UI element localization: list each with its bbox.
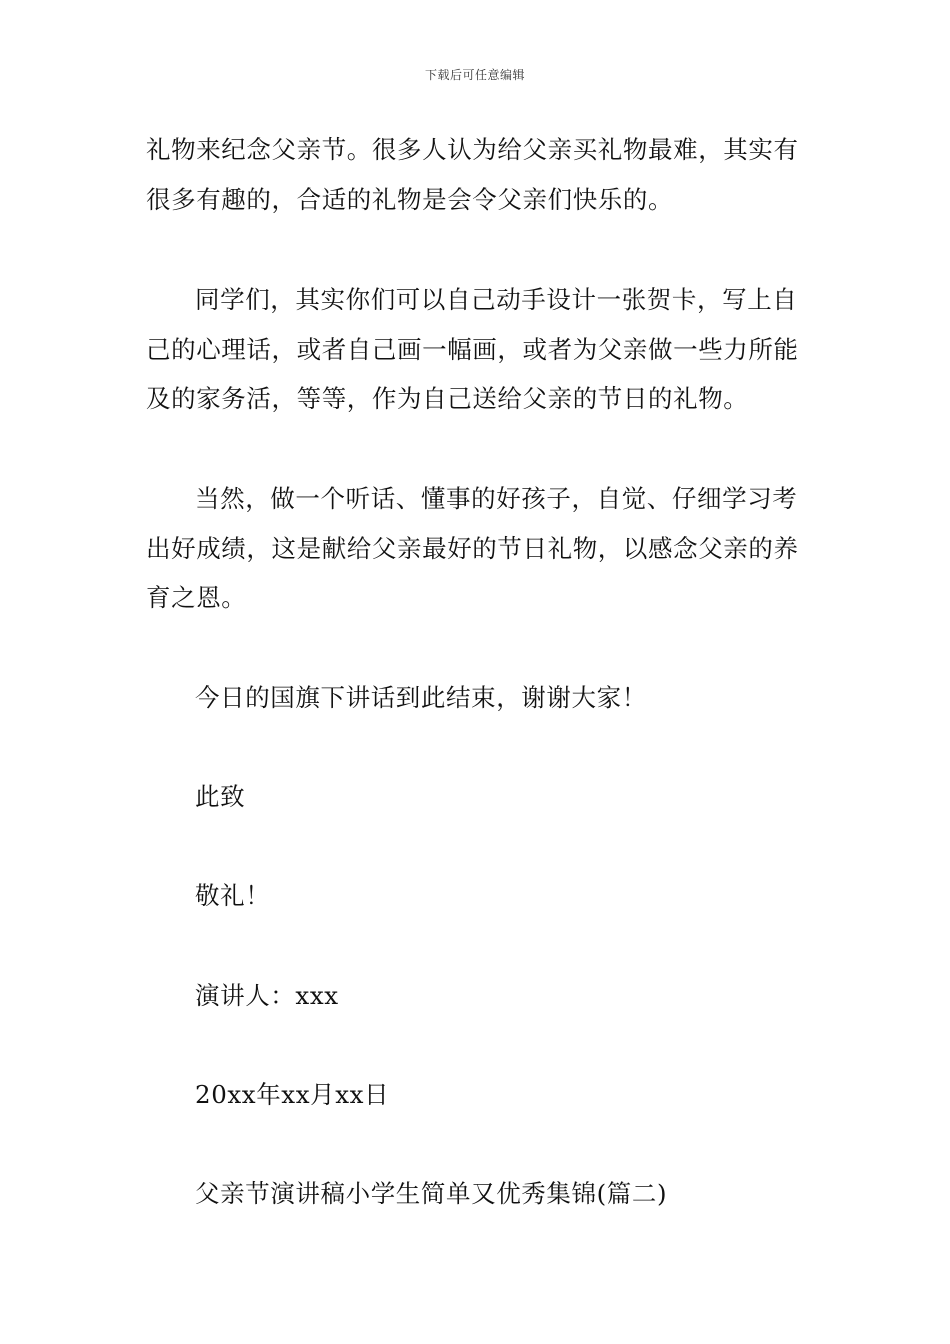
paragraph-continuation: 礼物来纪念父亲节。很多人认为给父亲买礼物最难，其实有很多有趣的，合适的礼物是会令父亲们快乐的。 bbox=[146, 135, 799, 214]
salutation-jingli: 敬礼！ bbox=[195, 881, 271, 910]
salutation-cizhi: 此致 bbox=[195, 782, 246, 811]
header-note: 下载后可任意编辑 bbox=[424, 68, 525, 82]
section-title: 父亲节演讲稿小学生简单又优秀集锦(篇二) bbox=[195, 1179, 668, 1208]
speaker-line: 演讲人：xxx bbox=[195, 981, 339, 1010]
paragraph-closing: 今日的国旗下讲话到此结束，谢谢大家！ bbox=[195, 683, 647, 712]
paragraph-suggestion: 同学们，其实你们可以自己动手设计一张贺卡，写上自己的心理话，或者自己画一幅画，或者为父亲做一些力所能及的家务活，等等，作为自己送给父亲的节日的礼物。 bbox=[146, 285, 799, 413]
date-line: 20xx年xx月xx日 bbox=[195, 1080, 390, 1109]
paragraph-best-gift: 当然，做一个听话、懂事的好孩子，自觉、仔细学习考出好成绩，这是献给父亲最好的节日礼物，以感念父亲的养育之恩。 bbox=[146, 484, 799, 612]
